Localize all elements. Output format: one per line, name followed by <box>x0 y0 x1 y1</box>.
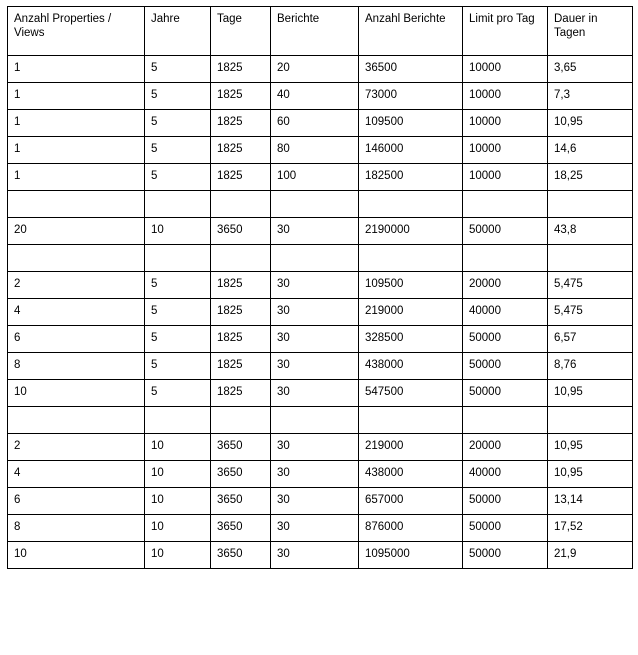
cell-dauer-in-tagen: 21,9 <box>548 542 633 569</box>
cell-berichte: 100 <box>271 164 359 191</box>
cell-properties-views: 6 <box>8 488 145 515</box>
cell-berichte: 30 <box>271 326 359 353</box>
table-row <box>8 110 633 137</box>
table-header-row <box>8 7 633 56</box>
cell-anzahl-berichte: 438000 <box>359 461 463 488</box>
column-header-limit-pro-tag: Limit pro Tag <box>463 7 548 56</box>
cell-tage: 1825 <box>211 83 271 110</box>
table-row <box>8 326 633 353</box>
cell-tage: 1825 <box>211 56 271 83</box>
cell-dauer-in-tagen: 10,95 <box>548 380 633 407</box>
column-header-dauer-in-tagen: Dauer in Tagen <box>548 7 633 56</box>
cell-dauer-in-tagen: 5,475 <box>548 272 633 299</box>
cell-limit-pro-tag: 10000 <box>463 164 548 191</box>
cell-jahre: 10 <box>145 434 211 461</box>
cell-limit-pro-tag: 20000 <box>463 434 548 461</box>
cell-jahre: 5 <box>145 137 211 164</box>
cell-berichte: 30 <box>271 515 359 542</box>
cell-tage <box>211 407 271 434</box>
cell-dauer-in-tagen: 10,95 <box>548 110 633 137</box>
cell-properties-views <box>8 191 145 218</box>
table-row <box>8 380 633 407</box>
table-row <box>8 272 633 299</box>
cell-tage: 3650 <box>211 542 271 569</box>
cell-anzahl-berichte: 182500 <box>359 164 463 191</box>
cell-berichte <box>271 191 359 218</box>
cell-jahre: 5 <box>145 164 211 191</box>
cell-jahre: 5 <box>145 380 211 407</box>
cell-dauer-in-tagen: 13,14 <box>548 488 633 515</box>
cell-properties-views: 20 <box>8 218 145 245</box>
cell-anzahl-berichte: 109500 <box>359 272 463 299</box>
cell-properties-views: 6 <box>8 326 145 353</box>
cell-berichte: 20 <box>271 56 359 83</box>
cell-limit-pro-tag: 40000 <box>463 461 548 488</box>
cell-dauer-in-tagen <box>548 407 633 434</box>
cell-limit-pro-tag: 50000 <box>463 542 548 569</box>
cell-jahre <box>145 191 211 218</box>
cell-anzahl-berichte: 109500 <box>359 110 463 137</box>
table-row <box>8 434 633 461</box>
column-header-jahre: Jahre <box>145 7 211 56</box>
cell-tage: 1825 <box>211 380 271 407</box>
cell-tage: 3650 <box>211 218 271 245</box>
cell-tage: 1825 <box>211 299 271 326</box>
table-row <box>8 218 633 245</box>
cell-dauer-in-tagen: 10,95 <box>548 434 633 461</box>
cell-dauer-in-tagen: 14,6 <box>548 137 633 164</box>
cell-dauer-in-tagen <box>548 191 633 218</box>
cell-limit-pro-tag: 10000 <box>463 137 548 164</box>
cell-tage: 1825 <box>211 353 271 380</box>
cell-tage <box>211 191 271 218</box>
cell-limit-pro-tag: 50000 <box>463 488 548 515</box>
cell-properties-views: 2 <box>8 434 145 461</box>
cell-tage: 1825 <box>211 137 271 164</box>
table-row <box>8 164 633 191</box>
cell-berichte: 30 <box>271 434 359 461</box>
cell-dauer-in-tagen: 43,8 <box>548 218 633 245</box>
table-row <box>8 461 633 488</box>
cell-properties-views: 2 <box>8 272 145 299</box>
column-header-berichte: Berichte <box>271 7 359 56</box>
cell-berichte: 30 <box>271 380 359 407</box>
cell-jahre: 5 <box>145 326 211 353</box>
cell-properties-views <box>8 245 145 272</box>
table-row <box>8 191 633 218</box>
cell-limit-pro-tag: 20000 <box>463 272 548 299</box>
cell-jahre: 5 <box>145 110 211 137</box>
table-row <box>8 56 633 83</box>
cell-anzahl-berichte <box>359 245 463 272</box>
table-row <box>8 353 633 380</box>
table-row <box>8 407 633 434</box>
cell-jahre: 5 <box>145 299 211 326</box>
cell-limit-pro-tag: 50000 <box>463 353 548 380</box>
cell-limit-pro-tag <box>463 407 548 434</box>
cell-dauer-in-tagen: 18,25 <box>548 164 633 191</box>
cell-anzahl-berichte <box>359 191 463 218</box>
cell-anzahl-berichte: 547500 <box>359 380 463 407</box>
cell-anzahl-berichte: 657000 <box>359 488 463 515</box>
cell-limit-pro-tag: 40000 <box>463 299 548 326</box>
column-header-anzahl-berichte: Anzahl Berichte <box>359 7 463 56</box>
cell-berichte: 30 <box>271 488 359 515</box>
cell-jahre <box>145 407 211 434</box>
table-row <box>8 299 633 326</box>
cell-dauer-in-tagen: 5,475 <box>548 299 633 326</box>
cell-berichte: 30 <box>271 218 359 245</box>
cell-limit-pro-tag: 10000 <box>463 83 548 110</box>
cell-jahre: 10 <box>145 515 211 542</box>
cell-limit-pro-tag: 50000 <box>463 326 548 353</box>
cell-limit-pro-tag: 10000 <box>463 110 548 137</box>
cell-properties-views: 8 <box>8 353 145 380</box>
cell-jahre: 10 <box>145 461 211 488</box>
cell-dauer-in-tagen: 17,52 <box>548 515 633 542</box>
cell-jahre: 10 <box>145 218 211 245</box>
column-header-tage: Tage <box>211 7 271 56</box>
cell-anzahl-berichte: 73000 <box>359 83 463 110</box>
cell-properties-views <box>8 407 145 434</box>
cell-jahre: 10 <box>145 488 211 515</box>
table-row <box>8 245 633 272</box>
cell-berichte: 30 <box>271 299 359 326</box>
cell-jahre: 5 <box>145 56 211 83</box>
cell-properties-views: 1 <box>8 56 145 83</box>
cell-berichte: 30 <box>271 542 359 569</box>
cell-limit-pro-tag <box>463 191 548 218</box>
cell-properties-views: 10 <box>8 380 145 407</box>
cell-berichte: 30 <box>271 461 359 488</box>
cell-tage: 1825 <box>211 272 271 299</box>
cell-berichte: 30 <box>271 272 359 299</box>
cell-jahre: 5 <box>145 272 211 299</box>
cell-properties-views: 4 <box>8 299 145 326</box>
cell-berichte <box>271 245 359 272</box>
table-body <box>8 56 633 569</box>
cell-berichte: 30 <box>271 353 359 380</box>
table-row <box>8 488 633 515</box>
table-row <box>8 515 633 542</box>
cell-dauer-in-tagen: 6,57 <box>548 326 633 353</box>
cell-properties-views: 1 <box>8 83 145 110</box>
cell-properties-views: 1 <box>8 137 145 164</box>
cell-tage: 3650 <box>211 434 271 461</box>
cell-dauer-in-tagen: 10,95 <box>548 461 633 488</box>
cell-berichte: 40 <box>271 83 359 110</box>
table-header <box>8 7 633 56</box>
cell-tage: 1825 <box>211 326 271 353</box>
cell-limit-pro-tag: 10000 <box>463 56 548 83</box>
cell-properties-views: 8 <box>8 515 145 542</box>
table-row <box>8 542 633 569</box>
quota-calculation-table <box>7 6 633 569</box>
cell-jahre: 5 <box>145 353 211 380</box>
cell-tage: 3650 <box>211 515 271 542</box>
cell-anzahl-berichte: 438000 <box>359 353 463 380</box>
cell-tage: 3650 <box>211 488 271 515</box>
cell-properties-views: 10 <box>8 542 145 569</box>
cell-properties-views: 4 <box>8 461 145 488</box>
cell-limit-pro-tag: 50000 <box>463 515 548 542</box>
cell-limit-pro-tag: 50000 <box>463 380 548 407</box>
cell-dauer-in-tagen: 7,3 <box>548 83 633 110</box>
cell-anzahl-berichte: 36500 <box>359 56 463 83</box>
cell-limit-pro-tag: 50000 <box>463 218 548 245</box>
cell-tage <box>211 245 271 272</box>
cell-dauer-in-tagen: 3,65 <box>548 56 633 83</box>
cell-jahre: 10 <box>145 542 211 569</box>
column-header-properties-views: Anzahl Properties / Views <box>8 7 145 56</box>
table-row <box>8 83 633 110</box>
cell-berichte: 60 <box>271 110 359 137</box>
cell-dauer-in-tagen <box>548 245 633 272</box>
cell-properties-views: 1 <box>8 164 145 191</box>
cell-tage: 1825 <box>211 110 271 137</box>
cell-anzahl-berichte: 146000 <box>359 137 463 164</box>
cell-anzahl-berichte: 2190000 <box>359 218 463 245</box>
cell-dauer-in-tagen: 8,76 <box>548 353 633 380</box>
cell-anzahl-berichte: 328500 <box>359 326 463 353</box>
cell-tage: 3650 <box>211 461 271 488</box>
table-row <box>8 137 633 164</box>
cell-berichte: 80 <box>271 137 359 164</box>
cell-anzahl-berichte: 876000 <box>359 515 463 542</box>
cell-jahre <box>145 245 211 272</box>
cell-anzahl-berichte: 1095000 <box>359 542 463 569</box>
cell-berichte <box>271 407 359 434</box>
cell-limit-pro-tag <box>463 245 548 272</box>
cell-anzahl-berichte: 219000 <box>359 299 463 326</box>
cell-anzahl-berichte: 219000 <box>359 434 463 461</box>
cell-jahre: 5 <box>145 83 211 110</box>
cell-anzahl-berichte <box>359 407 463 434</box>
cell-tage: 1825 <box>211 164 271 191</box>
cell-properties-views: 1 <box>8 110 145 137</box>
